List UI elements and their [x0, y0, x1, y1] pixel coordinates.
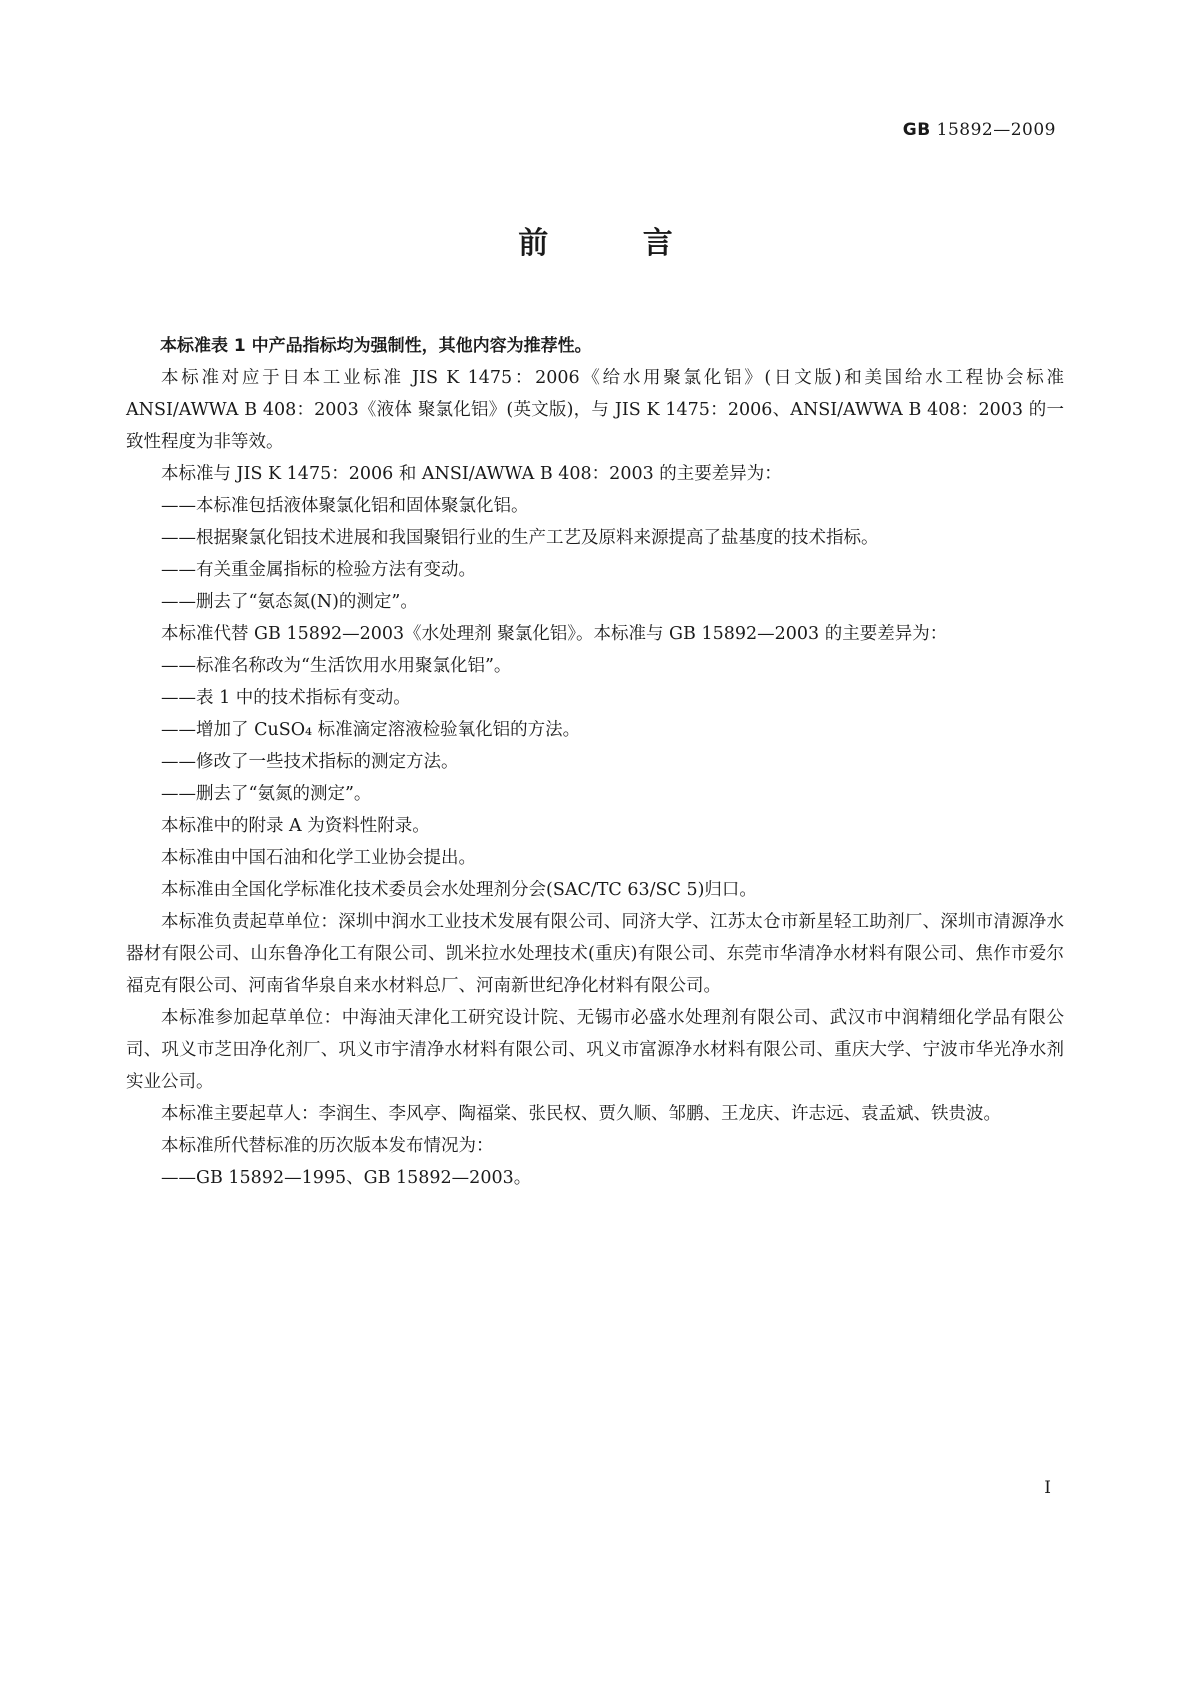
difference-item: ——有关重金属指标的检验方法有变动。: [161, 560, 476, 580]
appendix-paragraph: 本标准中的附录 A 为资料性附录。: [161, 816, 430, 836]
drafting-units-paragraph: 本标准负责起草单位：深圳中润水工业技术发展有限公司、同济大学、江苏太仓市新星轻工助剂厂、深圳市清源净水器材有限公司、山东鲁净化工有限公司、凯米拉水处理技术(重庆)有限公司、东莞市华清净水材料有限公司、焦作市爱尔福克有限公司、河南省华泉自来水材料总厂、河南新世纪净化材料有限公司。: [126, 912, 1064, 996]
difference-item: ——根据聚氯化铝技术进展和我国聚铝行业的生产工艺及原料来源提高了盐基度的技术指标。: [161, 528, 879, 548]
standard-prefix: GB: [902, 120, 931, 140]
difference-item: ——增加了 CuSO₄ 标准滴定溶液检验氧化铝的方法。: [161, 720, 581, 740]
history-item: ——GB 15892—1995、GB 15892—2003。: [161, 1168, 532, 1188]
difference-item: ——删去了“氨态氮(N)的测定”。: [161, 592, 418, 612]
drafters-paragraph: 本标准主要起草人：李润生、李风亭、陶福棠、张民权、贾久顺、邹鹏、王龙庆、许志远、袁孟斌、铁贵波。: [161, 1104, 1001, 1124]
differences-intro-jis: 本标准与 JIS K 1475：2006 和 ANSI/AWWA B 408：2003 的主要差异为：: [161, 464, 782, 484]
difference-item: ——修改了一些技术指标的测定方法。: [161, 752, 459, 772]
difference-item: ——本标准包括液体聚氯化铝和固体聚氯化铝。: [161, 496, 529, 516]
page-number: I: [1044, 1478, 1051, 1498]
difference-item: ——表 1 中的技术指标有变动。: [161, 688, 411, 708]
page-title: 前 言: [518, 226, 715, 261]
proposer-paragraph: 本标准由中国石油和化学工业协会提出。: [161, 848, 476, 868]
difference-item: ——删去了“氨氮的测定”。: [161, 784, 372, 804]
replaces-paragraph: 本标准代替 GB 15892—2003《水处理剂 聚氯化铝》。本标准与 GB 15892—2003 的主要差异为：: [161, 624, 948, 644]
history-intro: 本标准所代替标准的历次版本发布情况为：: [161, 1136, 494, 1156]
mandatory-statement: 本标准表 1 中产品指标均为强制性，其他内容为推荐性。: [160, 336, 592, 356]
correspondence-paragraph: 本标准对应于日本工业标准 JIS K 1475：2006《给水用聚氯化铝》(日文版)和美国给水工程协会标准 ANSI/AWWA B 408：2003《液体 聚氯化铝》(英文版)，与 JIS K 1475：2006、ANSI/AWWA B 408：2003 的一致性程度为非等效。: [126, 368, 1064, 452]
standard-number: [903, 120, 1056, 140]
difference-item: ——标准名称改为“生活饮用水用聚氯化铝”。: [161, 656, 512, 676]
participating-units-paragraph: 本标准参加起草单位：中海油天津化工研究设计院、无锡市必盛水处理剂有限公司、武汉市中润精细化学品有限公司、巩义市芝田净化剂厂、巩义市宇清净水材料有限公司、巩义市富源净水材料有限公司、重庆大学、宁波市华光净水剂实业公司。: [126, 1008, 1064, 1092]
standard-code: 15892—2009: [936, 120, 1056, 140]
committee-paragraph: 本标准由全国化学标准化技术委员会水处理剂分会(SAC/TC 63/SC 5)归口。: [161, 880, 757, 900]
foreword-body: [126, 330, 1064, 1194]
